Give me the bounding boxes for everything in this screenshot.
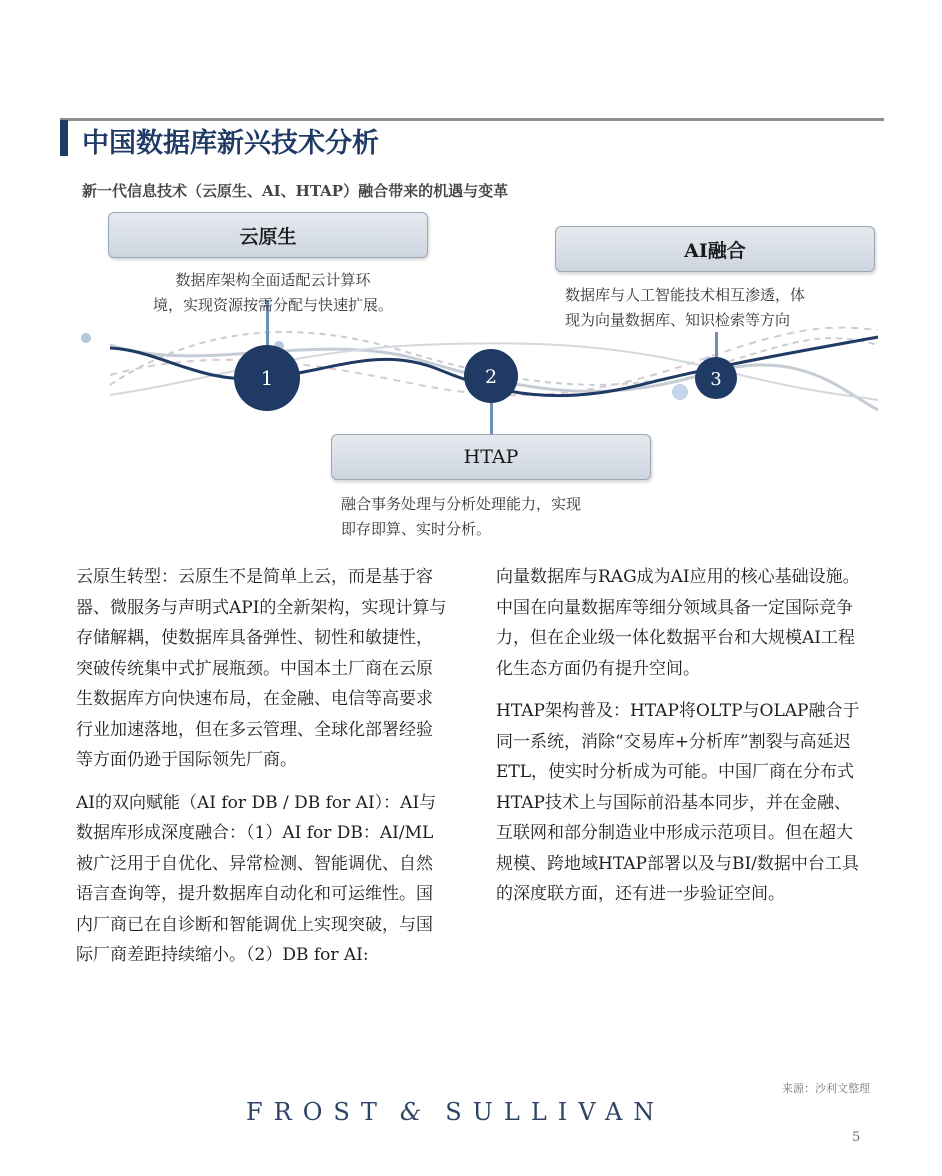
box-htap: HTAP [331,434,651,480]
paragraph-ai-bidirectional: AI的双向赋能（AI for DB / DB for AI）：AI与数据库形成深度融合：（1）AI for DB：AI/ML 被广泛用于自优化、异常检测、智能调优、自然语言查询等，提升数据库自动化和可运维性。国内厂商已在自诊断和智能调优上实现突破，与国际厂商差距持续缩小。（2）DB for AI: [76,792,437,965]
desc-ai-fusion-line-2: 现为向量数据库、知识检索等方向 [565,311,791,329]
desc-htap-line-1: 融合事务处理与分析处理能力，实现 [341,495,582,513]
page-title: 中国数据库新兴技术分析 [82,128,379,159]
brand-right: SULLIVAN [445,1098,666,1126]
desc-cloud-native-line-1: 数据库架构全面适配云计算环 [175,271,371,289]
node-2-number: 2 [484,366,498,388]
brand-logo [246,1098,665,1126]
paragraph-cloud-native: 云原生转型：云原生不是简单上云，而是基于容器、微服务与声明式API的全新架构，实现计算与存储解耦，使数据库具备弹性、韧性和敏捷性，突破传统集中式扩展瓶颈。中国本土厂商在云原生数据库方向快速布局，在金融、电信等高要求行业加速落地，但在多云管理、全球化部署经验等方面仍逊于国际领先厂商。 [76,567,447,770]
box-ai-fusion: AI融合 [555,226,875,272]
paragraph-vector-db: 向量数据库与RAG成为AI应用的核心基础设施。中国在向量数据库等细分领域具备一定国际竞争力，但在企业级一体化数据平台和大规模AI工程化生态方面仍有提升空间。 [496,567,860,679]
paragraph-htap: HTAP架构普及：HTAP将OLTP与OLAP融合于同一系统，消除“交易库+分析库”割裂与高延迟ETL，使实时分析成为可能。中国厂商在分布式HTAP技术上与国际前沿基本同步，并在金融、互联网和部分制造业中形成示范项目。但在超大规模、跨地域HTAP部署以及与BI/数据中台工具的深度联方面，还有进一步验证空间。 [496,701,860,904]
brand-ampersand: & [399,1098,422,1126]
desc-htap-line-2: 即存即算、实时分析。 [341,520,492,538]
node-3-number: 3 [710,369,722,390]
page-subtitle: 新一代信息技术（云原生、AI、HTAP）融合带来的机遇与变革 [82,182,509,200]
brand-left: FROST [246,1098,388,1126]
box-cloud-native: 云原生 [108,212,428,258]
desc-ai-fusion-line-1: 数据库与人工智能技术相互渗透，体 [565,286,806,304]
desc-cloud-native [118,268,428,318]
left-column [76,562,448,983]
tech-fusion-diagram [0,0,942,560]
desc-ai-fusion [565,283,885,333]
node-1-number: 1 [260,366,274,390]
source-note: 来源：沙利文整理 [782,1082,870,1095]
right-column [496,562,864,922]
desc-htap [341,492,661,542]
desc-cloud-native-line-2: 境，实现资源按需分配与快速扩展。 [152,296,393,314]
page-number: 5 [852,1130,861,1145]
